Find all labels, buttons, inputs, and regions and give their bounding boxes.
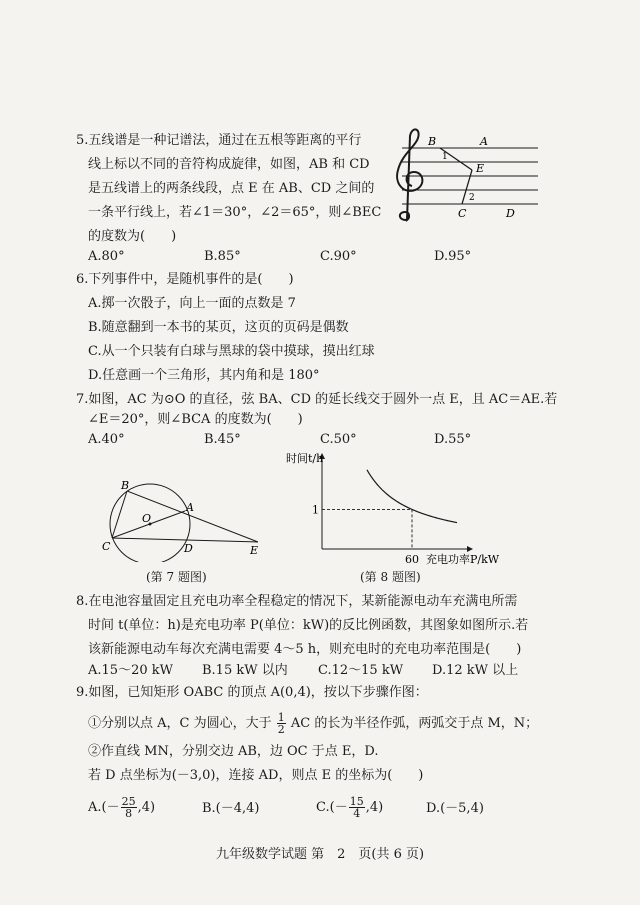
q8-y-tick-1: 1 (312, 503, 319, 517)
q5-line-1: 5.五线谱是一种记谱法，通过在五根等距离的平行 (76, 133, 362, 148)
q9-step-1-denominator: 2 (277, 723, 285, 736)
q5-option-b: B.85° (204, 249, 241, 264)
q9-option-c-post: ,4) (365, 800, 384, 815)
q9-option-d: D.(－5,4) (426, 801, 484, 816)
q9-step-1-post: AC 的长为半径作弧，两弧交于点 M，N； (290, 716, 539, 731)
q5-angle-2: 2 (469, 193, 475, 203)
q5-line-2: 线上标以不同的音符构成旋律，如图，AB 和 CD (88, 157, 370, 172)
q7-line-1: 7.如图，AC 为⊙O 的直径，弦 BA、CD 的延长线交于圆外一点 E，且 AC＝AE.若 (76, 392, 558, 407)
q7-caption: (第 7 题图) (146, 570, 207, 584)
q9-step-1-pre: ①分别以点 A，C 为圆心，大于 (88, 716, 272, 731)
q7-circle-figure (98, 476, 266, 562)
q8-option-d: D.12 kW 以上 (432, 663, 519, 678)
q9-step-1 (88, 712, 538, 735)
q5-label-e: E (476, 162, 485, 175)
q8-line-1: 8.在电池容量固定且充电功率全程稳定的情况下，某新能源电动车充满电所需 (76, 594, 518, 609)
q7-label-b: B (121, 479, 130, 492)
q6-option-d: D.任意画一个三角形，其内角和是 180° (88, 368, 320, 383)
q5-angle-1: 1 (442, 152, 448, 162)
q7-label-a: A (186, 501, 194, 514)
q6-option-c: C.从一个只装有白球与黑球的袋中摸球，摸出红球 (88, 344, 375, 359)
q7-label-c: C (102, 540, 111, 553)
q9-option-a-post: ,4) (137, 800, 156, 815)
q9-option-c-denominator: 4 (353, 807, 361, 820)
q8-option-a: A.15～20 kW (88, 663, 173, 678)
q8-line-2: 时间 t(单位：h)是充电功率 P(单位：kW)的反比例函数，其图象如图所示.若 (88, 618, 529, 633)
q8-option-b: B.15 kW 以内 (202, 663, 288, 678)
q9-step-1-fraction (277, 712, 286, 735)
q5-line-3: 是五线谱上的两条线段，点 E 在 AB、CD 之间的 (88, 181, 375, 196)
q9-option-c-numerator: 15 (349, 795, 364, 808)
q6-option-a: A.掷一次骰子，向上一面的点数是 7 (88, 296, 296, 311)
q8-option-c: C.12～15 kW (318, 663, 404, 678)
q9-option-c-fraction (349, 796, 365, 819)
q7-option-b: B.45° (204, 432, 241, 447)
page-footer: 九年级数学试题 第 2 页(共 6 页) (216, 847, 425, 862)
q9-option-a-denominator: 8 (125, 807, 133, 820)
q5-label-b: B (428, 135, 437, 148)
q8-caption: (第 8 题图) (360, 570, 421, 584)
q5-label-d: D (506, 207, 515, 220)
q7-label-e: E (250, 544, 259, 557)
q8-line-3: 该新能源电动车每次充满电需要 4～5 h，则充电时的充电功率范围是( ) (88, 642, 522, 657)
q7-option-d: D.55° (434, 432, 472, 447)
q9-line-4: 若 D 点坐标为(－3,0)，连接 AD，则点 E 的坐标为( ) (88, 768, 424, 783)
q5-option-d: D.95° (434, 249, 472, 264)
q9-option-b: B.(－4,4) (202, 801, 260, 816)
q5-staff-figure (388, 126, 540, 226)
q9-option-a-pre: A.(－ (88, 800, 120, 815)
q5-option-a: A.80° (88, 249, 125, 264)
q5-line-5: 的度数为( ) (88, 229, 177, 244)
q9-option-a-fraction (121, 796, 137, 819)
q8-y-axis-label: 时间t/h (286, 452, 324, 465)
q8-x-axis-label: 充电功率P/kW (426, 553, 500, 566)
q7-option-c: C.50° (320, 432, 357, 447)
q9-option-c-pre: C.(－ (316, 800, 348, 815)
q9-option-c (316, 796, 383, 819)
q5-line-4: 一条平行线上，若∠1＝30°，∠2＝65°，则∠BEC (88, 205, 382, 220)
q9-option-a-numerator: 25 (121, 795, 136, 808)
q8-chart (272, 448, 530, 568)
q9-step-2: ②作直线 MN，分别交边 AB，边 OC 于点 E，D. (88, 744, 379, 759)
q6-option-b: B.随意翻到一本书的某页，这页的页码是偶数 (88, 320, 349, 335)
q9-line-1: 9.如图，已知矩形 OABC 的顶点 A(0,4)，按以下步骤作图： (76, 685, 428, 700)
q7-option-a: A.40° (88, 432, 125, 447)
q7-label-d: D (184, 542, 193, 555)
q7-label-o: O (142, 512, 152, 525)
q7-line-2: ∠E＝20°，则∠BCA 的度数为( ) (88, 412, 303, 427)
q9-step-1-numerator: 1 (277, 711, 285, 724)
q5-label-a: A (480, 135, 488, 148)
q9-option-a (88, 796, 155, 819)
q5-option-c: C.90° (320, 249, 357, 264)
q8-x-tick-60: 60 (405, 553, 419, 566)
q5-label-c: C (458, 207, 467, 220)
q6-stem: 6.下列事件中，是随机事件的是( ) (76, 272, 294, 287)
